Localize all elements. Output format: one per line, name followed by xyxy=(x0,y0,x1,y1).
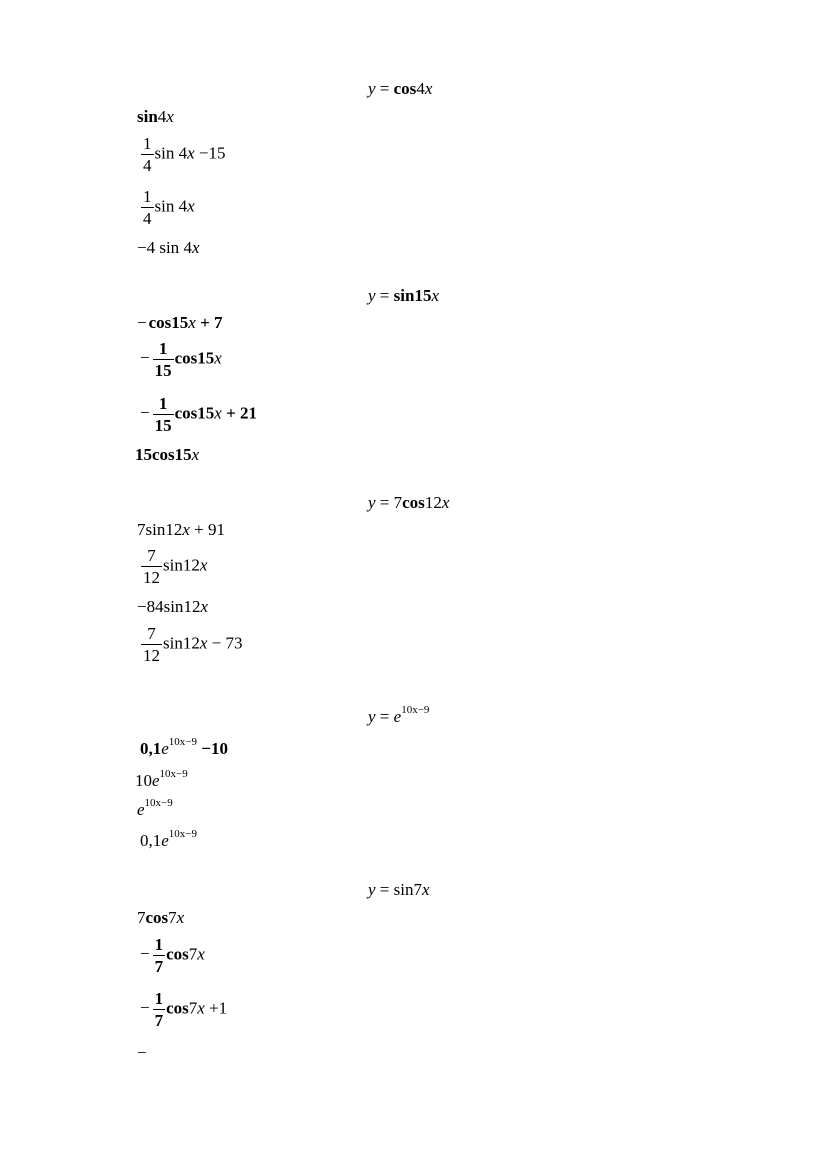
q5a4-sign: − xyxy=(137,1043,147,1062)
q3-answer-1[interactable] xyxy=(137,521,225,538)
q4a3-base: e xyxy=(137,800,145,819)
q1a3-func: sin xyxy=(154,196,175,216)
q3-arg: 12 xyxy=(424,493,442,512)
q1a3-var: x xyxy=(187,196,195,216)
q3a1-arg: 12 xyxy=(165,520,183,539)
q3-var: x xyxy=(441,493,450,512)
q4a1-coef: 0,1 xyxy=(140,739,162,758)
q2a3-var: x xyxy=(214,403,222,423)
q5a2-den: 7 xyxy=(154,957,164,976)
q2a2-sign: − xyxy=(140,348,150,368)
q1a4-func: sin xyxy=(159,238,180,257)
q1a3-fraction xyxy=(141,188,154,227)
q5a2-fraction xyxy=(153,936,166,975)
q5a2-var: x xyxy=(197,944,205,964)
q5a3-tail: +1 xyxy=(209,998,228,1018)
q2a3-tail: + 21 xyxy=(226,403,257,423)
q2a1-tail: + 7 xyxy=(200,313,223,332)
q1a1-var: x xyxy=(166,107,174,126)
q1a2-num: 1 xyxy=(143,134,152,153)
q3-answer-2[interactable] xyxy=(140,547,207,586)
q5a3-num: 1 xyxy=(154,989,164,1008)
q3-func: cos xyxy=(402,493,425,512)
q1a3-arg: 4 xyxy=(178,196,188,216)
q1-var: x xyxy=(424,79,433,98)
q1-lhs: y xyxy=(368,79,376,98)
q4-answer-1[interactable] xyxy=(140,737,228,757)
q3a3-arg: 12 xyxy=(183,597,201,616)
q2a2-arg: 15 xyxy=(197,348,215,368)
q2a2-num: 1 xyxy=(158,339,168,358)
q3a4-fraction xyxy=(141,625,162,664)
q3a2-num: 7 xyxy=(147,546,156,565)
q5a1-var: x xyxy=(176,908,185,927)
q5a3-den: 7 xyxy=(154,1011,164,1030)
q4a1-tail: −10 xyxy=(201,739,228,758)
q2a3-arg: 15 xyxy=(197,403,215,423)
q1a2-tail: −15 xyxy=(198,143,226,163)
q1a2-arg: 4 xyxy=(178,143,188,163)
q4a4-base: e xyxy=(161,831,169,850)
q5a2-num: 1 xyxy=(154,935,164,954)
q5a3-arg: 7 xyxy=(188,998,198,1018)
q2a3-fraction xyxy=(153,395,174,434)
q1a4-var: x xyxy=(191,238,200,257)
q3-answer-4[interactable] xyxy=(140,625,242,664)
q2a4-arg: 15 xyxy=(174,445,192,464)
q2a3-sign: − xyxy=(140,403,150,423)
q4a1-base: e xyxy=(161,739,169,758)
q3a3-sign: − xyxy=(137,597,147,616)
q5-func: sin xyxy=(393,880,414,899)
q4-eq: = xyxy=(379,707,390,726)
q2a4-coef: 15 xyxy=(135,445,152,464)
q3a1-var: x xyxy=(182,520,190,539)
q5a3-func: cos xyxy=(166,998,189,1018)
q1a4-sign: − xyxy=(137,238,147,257)
q2-lhs: y xyxy=(368,286,376,305)
q4-exp: 10x−9 xyxy=(401,704,430,716)
q5a2-func: cos xyxy=(166,944,189,964)
q2-arg: 15 xyxy=(414,286,432,305)
q5-answer-4[interactable] xyxy=(137,1044,147,1061)
question-2 xyxy=(368,287,439,304)
q5-arg: 7 xyxy=(413,880,422,899)
q4a2-exp: 10x−9 xyxy=(159,768,188,780)
q2a1-var: x xyxy=(188,313,196,332)
q2a2-fraction xyxy=(153,340,174,379)
q1-answer-1[interactable] xyxy=(137,108,174,125)
q5-lhs: y xyxy=(368,880,376,899)
q4-answer-4[interactable] xyxy=(140,829,197,849)
q1a1-func: sin xyxy=(137,107,158,126)
q5a1-arg: 7 xyxy=(168,908,177,927)
q3a4-num: 7 xyxy=(147,624,156,643)
q1-eq: = xyxy=(379,79,390,98)
q3a2-var: x xyxy=(199,555,208,575)
q5a3-fraction xyxy=(153,990,166,1029)
q3-answer-3[interactable] xyxy=(137,598,208,615)
q1-answer-3[interactable] xyxy=(140,188,195,227)
q4a2-coef: 10 xyxy=(135,771,152,790)
q2a2-var: x xyxy=(214,348,222,368)
q2-answer-3[interactable] xyxy=(140,395,257,434)
q3a1-func: sin xyxy=(145,520,166,539)
q3a3-var: x xyxy=(200,597,208,616)
q1-func: cos xyxy=(393,79,417,98)
q4-lhs: y xyxy=(368,707,376,726)
q5-answer-3[interactable] xyxy=(140,990,227,1029)
q2-answer-4[interactable] xyxy=(135,446,199,463)
q3a4-func: sin xyxy=(163,633,183,653)
q2a1-arg: 15 xyxy=(171,313,189,332)
q1a3-num: 1 xyxy=(143,187,152,206)
q3a2-arg: 12 xyxy=(182,555,200,575)
q2a1-func: cos xyxy=(148,313,172,332)
q1a2-var: x xyxy=(187,143,195,163)
q4a4-exp: 10x−9 xyxy=(168,828,198,840)
q4a1-exp: 10x−9 xyxy=(168,736,198,748)
q3a4-tail: − 73 xyxy=(211,633,243,653)
q3a3-func: sin xyxy=(163,597,184,616)
q1a4-arg: 4 xyxy=(183,238,192,257)
q1a2-fraction xyxy=(141,135,154,174)
q2a4-func: cos xyxy=(152,445,175,464)
q5a1-coef: 7 xyxy=(137,908,146,927)
question-1 xyxy=(368,80,432,97)
q5-answer-1[interactable] xyxy=(137,909,184,926)
q1-answer-2[interactable] xyxy=(140,135,225,174)
q3a4-var: x xyxy=(199,633,208,653)
q1a4-coef: 4 xyxy=(146,238,156,257)
q5-answer-2[interactable] xyxy=(140,936,205,975)
q2a3-func: cos xyxy=(174,403,198,423)
q4a3-exp: 10x−9 xyxy=(144,797,173,809)
q5a1-func: cos xyxy=(145,908,169,927)
q3a1-coef: 7 xyxy=(137,520,146,539)
q3a3-coef: 84 xyxy=(146,597,164,616)
q5a2-arg: 7 xyxy=(188,944,198,964)
q4-answer-2[interactable] xyxy=(135,769,188,789)
q2-eq: = xyxy=(379,286,390,305)
q3-coef: 7 xyxy=(393,493,403,512)
q2-answer-1[interactable] xyxy=(137,314,223,331)
q4-answer-3[interactable] xyxy=(137,798,173,818)
q1a3-den: 4 xyxy=(143,209,152,228)
q2a3-num: 1 xyxy=(158,394,168,413)
q2a1-sign: − xyxy=(137,313,147,332)
q2-answer-2[interactable] xyxy=(140,340,222,379)
q3a4-den: 12 xyxy=(143,646,160,665)
q5-var: x xyxy=(421,880,430,899)
q3a2-fraction xyxy=(141,547,162,586)
q3-eq: = xyxy=(379,493,390,512)
q1-answer-4[interactable] xyxy=(137,239,199,256)
q2-var: x xyxy=(431,286,439,305)
question-4 xyxy=(368,705,429,725)
q1a1-arg: 4 xyxy=(157,107,167,126)
q4-base: e xyxy=(393,707,402,726)
q4a4-coef: 0,1 xyxy=(140,831,162,850)
q3a4-arg: 12 xyxy=(182,633,200,653)
q2a3-den: 15 xyxy=(154,416,172,435)
q4a2-base: e xyxy=(152,771,160,790)
question-3 xyxy=(368,494,449,511)
q1-arg: 4 xyxy=(416,79,425,98)
q3a2-den: 12 xyxy=(143,568,160,587)
q5a2-sign: − xyxy=(140,944,150,964)
q1a2-func: sin xyxy=(154,143,175,163)
q3a1-tail: + 91 xyxy=(194,520,225,539)
q2a2-func: cos xyxy=(174,348,198,368)
q3a2-func: sin xyxy=(163,555,183,575)
q2a2-den: 15 xyxy=(154,361,172,380)
q5a3-var: x xyxy=(197,998,205,1018)
q2a4-var: x xyxy=(191,445,200,464)
question-5 xyxy=(368,881,430,898)
q2-func: sin xyxy=(393,286,415,305)
q1a2-den: 4 xyxy=(143,156,152,175)
q3-lhs: y xyxy=(368,493,376,512)
q5-eq: = xyxy=(379,880,390,899)
q5a3-sign: − xyxy=(140,998,150,1018)
